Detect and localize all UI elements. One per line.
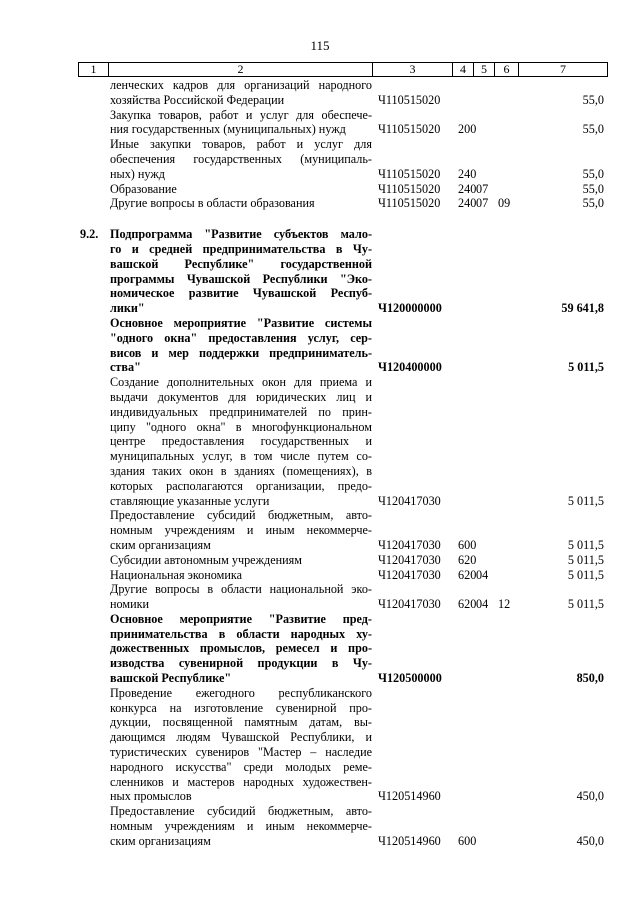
target-code: Ч110515020 [378,92,441,107]
target-code: Ч120400000 [378,360,442,375]
table-row [78,553,608,568]
target-code: Ч120417030 [378,567,441,582]
section-code: 07 [476,196,489,211]
row-name [110,375,372,508]
row-name-line: сленников и мастеров народных художествен- [110,774,372,789]
row-name-line: программы Чувашской Республики "Эко- [110,271,372,286]
row-name-line: Образование [110,181,177,196]
row-name-line: ским организациям [110,537,211,552]
row-name-line: дожественных промыслов, ремесел и про- [110,641,372,656]
expense-type: 600 [458,537,477,552]
header-col-4: 4 [453,63,474,76]
row-name-line: ставляющие указанные услуги [110,493,270,508]
row-name-line: Предоставление субсидий бюджетным, авто- [110,508,372,523]
amount: 55,0 [582,166,604,181]
row-name-line: ленческих кадров для организаций народного [110,78,372,92]
row-name [110,686,372,804]
row-name-line: Предоставление субсидий бюджетным, авто- [110,804,372,819]
row-name [110,108,372,138]
header-col-2: 2 [109,63,373,76]
target-code: Ч110515020 [378,166,441,181]
row-name-line: изводства сувенирной продукции в Чу- [110,656,372,671]
row-name [110,196,372,211]
table-row [78,582,608,612]
row-name-line: принимательства в области народных ху- [110,626,372,641]
row-name-line: хозяйства Российской Федерации [110,92,285,107]
table-row [78,508,608,552]
amount: 5 011,5 [567,597,604,612]
row-name-line: Закупка товаров, работ и услуг для обеспече- [110,107,372,122]
header-col-6: 6 [495,63,519,76]
target-code: Ч110515020 [378,122,441,137]
target-code: Ч110515020 [378,196,441,211]
section-code: 07 [476,181,489,196]
row-name [110,78,372,108]
header-col-1: 1 [79,63,109,76]
target-code: Ч120417030 [378,552,441,567]
row-name-line: Субсидии автономным учреждениям [110,552,302,567]
table-header [78,62,608,77]
row-name-line: Другие вопросы в области образования [110,196,315,211]
amount: 59 641,8 [561,301,604,316]
row-name [110,137,372,181]
row-name-line: висов и мер поддержки предприниматель- [110,345,372,360]
row-name [110,316,372,375]
expense-type: 620 [458,567,477,582]
row-name-line: номическое развитие Чувашской Респуб- [110,286,372,301]
target-code: Ч120417030 [378,493,441,508]
amount: 5 011,5 [568,360,604,375]
table-row [78,108,608,138]
amount: 5 011,5 [567,537,604,552]
expense-type: 600 [458,833,477,848]
row-name-line: конкурса на изготовление сувенирной про- [110,700,372,715]
row-name [110,612,372,686]
target-code: Ч120514960 [378,789,441,804]
expense-type: 240 [458,181,477,196]
row-name-line: ния государственных (муниципальных) нужд [110,122,346,137]
row-name [110,227,372,316]
amount: 5 011,5 [567,567,604,582]
row-name-line: здания таких окон в зданиях (помещениях), в [110,463,372,478]
amount: 55,0 [582,196,604,211]
expense-type: 240 [458,196,477,211]
row-name-line: вашской Республике" государственной [110,256,372,271]
row-name-line: народного искусства" среди молодых реме- [110,759,372,774]
header-col-3: 3 [373,63,453,76]
row-name-line: индивидуальных предпринимателей по прин- [110,404,372,419]
row-name-line: ных промыслов [110,789,192,804]
row-name-line: Подпрограмма "Развитие субъектов мало- [110,227,372,242]
row-name-line: "одного окна" предоставления услуг, сер- [110,330,372,345]
amount: 450,0 [576,789,604,804]
section-code: 04 [476,597,489,612]
table-row [78,182,608,197]
row-name-line: лики" [110,301,145,316]
row-name-line: Основное мероприятие "Развитие пред- [110,611,372,626]
row-name [110,508,372,552]
amount: 450,0 [576,833,604,848]
row-name-line: дающимся людям Чувашской Республики, и [110,730,372,745]
table-body [78,78,608,849]
table-row [78,78,608,108]
row-name-line: туристических сувениров "Мастер – наследие [110,745,372,760]
subsection-code: 12 [498,597,511,612]
table-row [78,196,608,211]
row-name-line: которых располагаются организации, предо- [110,478,372,493]
row-name-line: центре предоставления государственных и [110,434,372,449]
row-number: 9.2. [80,227,99,242]
amount: 55,0 [582,122,604,137]
row-name-line: дукции, посвященной памятным датам, вы- [110,715,372,730]
row-name [110,182,372,197]
page-number: 115 [310,38,330,53]
row-name-line: ским организациям [110,833,211,848]
expense-type: 240 [458,166,477,181]
row-name-line: ципу "одного окна" в многофункциональном [110,419,372,434]
subsection-code: 09 [498,196,511,211]
target-code: Ч120514960 [378,833,441,848]
row-name-line: номным учреждениям и иным некоммерче- [110,819,372,834]
target-code: Ч120417030 [378,537,441,552]
row-name-line: номным учреждениям и иным некоммерче- [110,523,372,538]
row-name-line: выдачи документов для юридических лиц и [110,389,372,404]
table-row [78,612,608,686]
row-name-line: ных) нужд [110,166,165,181]
table-row [78,137,608,181]
row-name-line: Национальная экономика [110,567,243,582]
row-name-line: номики [110,597,150,612]
target-code: Ч120500000 [378,671,442,686]
row-name-line: вашской Республике" [110,671,232,686]
row-name-line: обеспечения государственных (муниципаль- [110,151,372,166]
row-name-line: Основное мероприятие "Развитие системы [110,315,372,330]
amount: 850,0 [576,671,604,686]
amount: 55,0 [582,181,604,196]
expense-type: 620 [458,552,477,567]
target-code: Ч110515020 [378,181,441,196]
header-col-5: 5 [474,63,495,76]
table-row [78,375,608,508]
row-name [110,804,372,848]
row-name-line: муниципальных услуг, в том числе путем со- [110,449,372,464]
expense-type: 620 [458,597,477,612]
row-name [110,553,372,568]
table-row [78,686,608,804]
row-name [110,582,372,612]
table-row [78,316,608,375]
table-row [78,568,608,583]
row-name [110,568,372,583]
row-name-line: Иные закупки товаров, работ и услуг для [110,137,372,152]
row-name-line: Другие вопросы в области национальной эко- [110,582,372,597]
table-row [78,804,608,848]
target-code: Ч120000000 [378,301,442,316]
row-name-line: Проведение ежегодного республиканского [110,685,372,700]
header-col-7: 7 [560,62,566,76]
expense-type: 200 [458,122,477,137]
target-code: Ч120417030 [378,597,441,612]
amount: 55,0 [582,92,604,107]
row-name-line: Создание дополнительных окон для приема и [110,375,372,390]
table-row [78,227,608,316]
row-name-line: ства" [110,360,141,375]
section-code: 04 [476,567,489,582]
amount: 5 011,5 [567,493,604,508]
amount: 5 011,5 [567,552,604,567]
row-name-line: го и средней предпринимательства в Чу- [110,241,372,256]
